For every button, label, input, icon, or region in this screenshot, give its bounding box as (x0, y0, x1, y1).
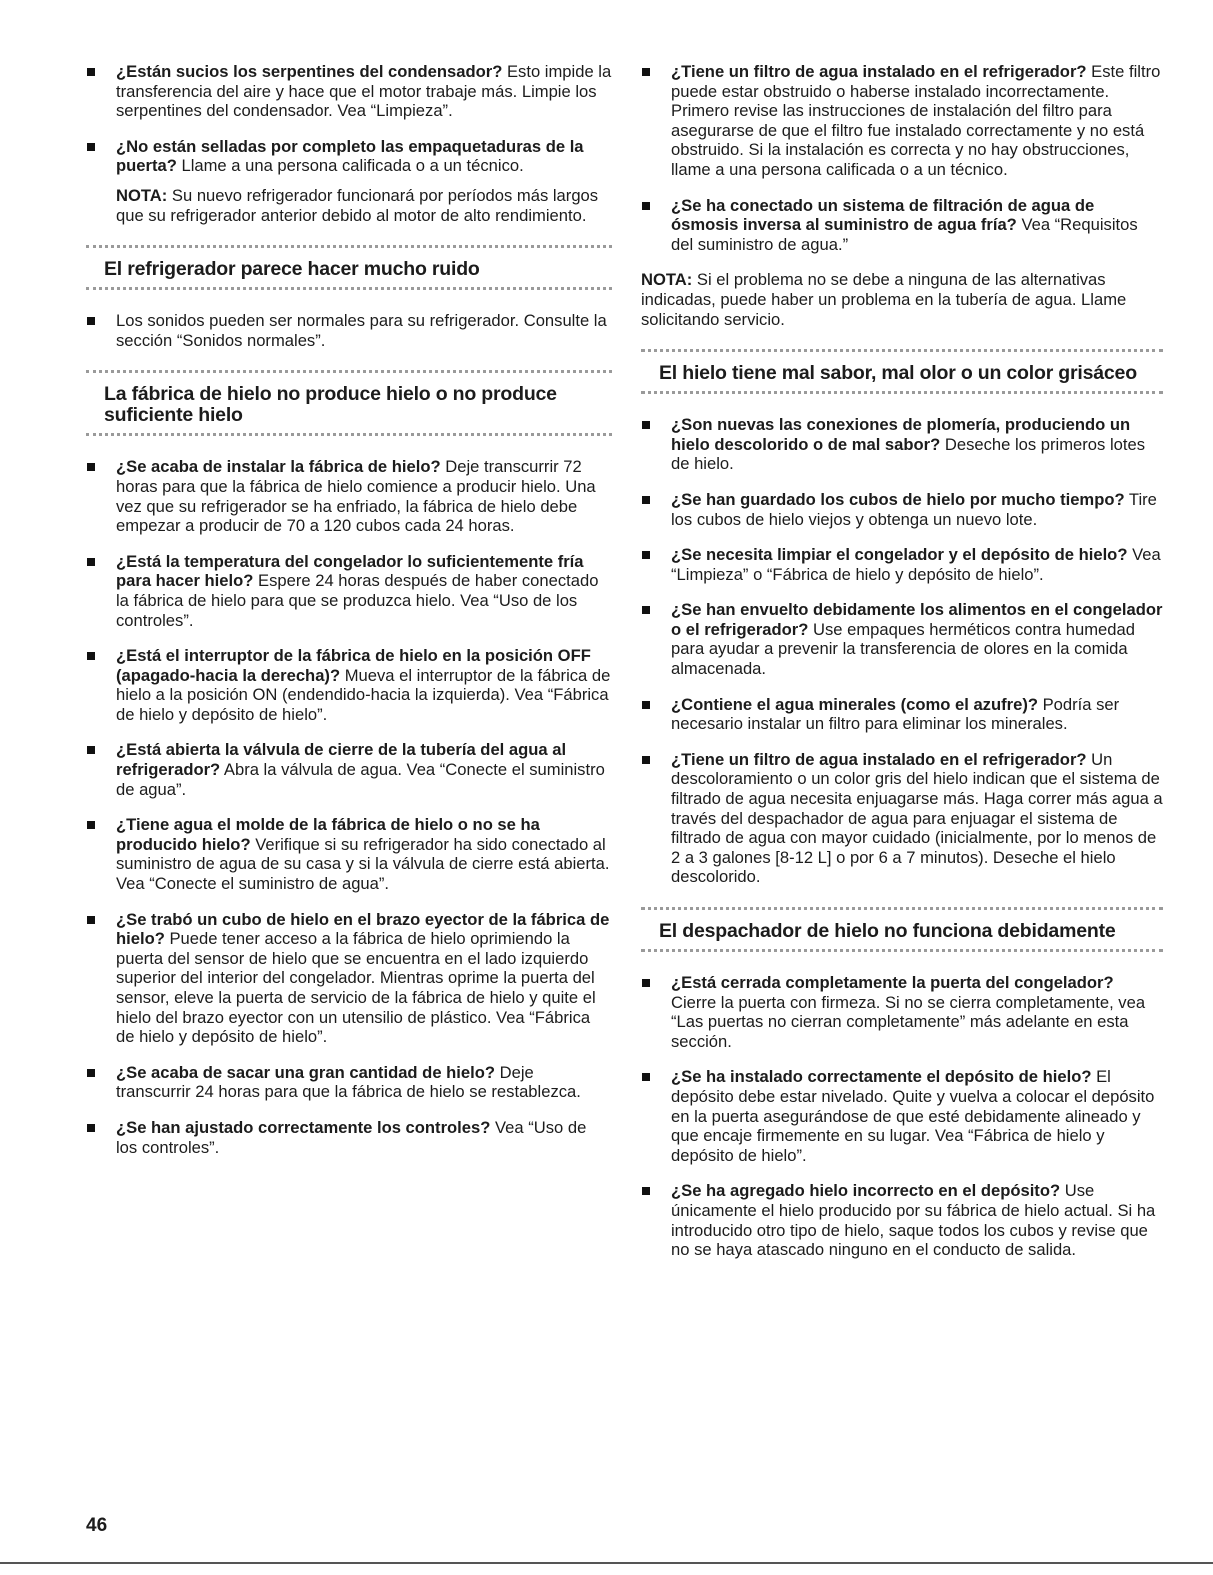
answer: Deje transcurrir 24 horas para que la fábrica de hielo se restablezca. (116, 1062, 581, 1102)
answer: Deje transcurrir 72 horas para que la fábrica de hielo comience a producir hielo. Una vez que su refrigerador se ha enfriado, la fábrica de hielo debe empezar a producir de 70 a 120 cubos cada 24 horas. (116, 457, 596, 536)
note-label: NOTA: (641, 270, 693, 290)
note (86, 186, 612, 225)
list-item (641, 62, 1163, 180)
bullet (87, 558, 95, 566)
question: ¿Está la temperatura del congelador lo suficientemente fría para hacer hielo? (116, 551, 584, 591)
question: ¿Se ha conectado un sistema de filtración de agua de ósmosis inversa al suministro de agua fría? (671, 195, 1095, 235)
question: ¿Se necesita limpiar el congelador y el depósito de hielo? (671, 545, 1128, 565)
list-item (86, 1063, 612, 1102)
bullet (642, 68, 650, 76)
bullet (642, 701, 650, 709)
bullet (642, 202, 650, 210)
answer: Use empaques herméticos contra humedad para ayudar a prevenir la transferencia de olores en la comida almacenada. (671, 619, 1135, 679)
bullet (87, 746, 95, 754)
answer: Puede tener acceso a la fábrica de hielo oprimiendo la puerta del sensor de hielo que se encuentra en el lado izquierdo superior del interior del congelador. Mientras oprime la puerta del sensor, eleve la puerta de servicio de la fábrica de hielo y quite el hielo del brazo eyector con un utensilio de plástico. Vea “Fábrica de hielo y depósito de hielo”. (116, 929, 596, 1047)
bullet (642, 979, 650, 987)
section-heading-block (86, 245, 612, 293)
bullet (642, 1073, 650, 1081)
bullet (642, 1187, 650, 1195)
bullet (87, 1124, 95, 1132)
list-item (86, 646, 612, 724)
answer: Llame a una persona calificada o a un técnico. (176, 156, 524, 176)
question: ¿Está el interruptor de la fábrica de hielo en la posición OFF (apagado-hacia la derecha)? (116, 646, 591, 685)
bullet (642, 606, 650, 614)
list-item (641, 1067, 1163, 1165)
bullet (87, 68, 95, 76)
section-heading-block (641, 349, 1163, 397)
bottom-rule (0, 1562, 1213, 1564)
section-heading: El hielo tiene mal sabor, mal olor o un color grisáceo (659, 362, 1137, 385)
list-item (641, 973, 1163, 1051)
note-label: NOTA: (116, 185, 168, 205)
bullet (642, 421, 650, 429)
answer: Tire los cubos de hielo viejos y obtenga un nuevo lote. (671, 489, 1157, 529)
list-item (641, 415, 1163, 474)
section-heading-block (86, 370, 612, 439)
question: ¿Se han ajustado correctamente los controles? (116, 1117, 491, 1137)
answer: El depósito debe estar nivelado. Quite y vuelva a colocar el depósito en la puerta asegurándose de que esté debidamente alineado y que encaje firmemente en su lugar. Vea “Fábrica de hielo y depósito de hielo”. (671, 1067, 1155, 1165)
answer: Este filtro puede estar obstruido o haberse instalado incorrectamente. Primero revise las instrucciones de instalación del filtro para asegurarse de que el filtro fue instalado correctamente y no está obstruido. Si la instalación es correcta y no hay obstrucciones, llame a una persona calificada o a un técnico. (671, 62, 1161, 179)
list-item (641, 196, 1163, 255)
section-heading-block (641, 907, 1163, 955)
list-item (641, 750, 1163, 887)
bullet (87, 463, 95, 471)
answer: Espere 24 horas después de haber conectado la fábrica de hielo para que se produzca hielo. Vea “Uso de los controles”. (116, 571, 599, 630)
question: ¿Tiene agua el molde de la fábrica de hielo o no se ha producido hielo? (116, 815, 540, 854)
question: ¿Se han guardado los cubos de hielo por mucho tiempo? (671, 489, 1125, 509)
question: ¿Se trabó un cubo de hielo en el brazo eyector de la fábrica de hielo? (116, 909, 610, 949)
question: ¿Se acaba de instalar la fábrica de hielo? (116, 457, 441, 477)
note-text: Su nuevo refrigerador funcionará por períodos más largos que su refrigerador anterior debido al motor de alto rendimiento. (116, 185, 599, 225)
answer: Use únicamente el hielo producido por su fábrica de hielo actual. Si ha introducido otro tipo de hielo, saque todos los cubos y revise que no se haya atascado ninguno en el conducto de salida. (671, 1181, 1156, 1260)
list-item (86, 1118, 612, 1157)
question: ¿Está abierta la válvula de cierre de la tubería del agua al refrigerador? (116, 740, 567, 780)
question: ¿Tiene un filtro de agua instalado en el refrigerador? (671, 62, 1087, 81)
bullet (87, 143, 95, 151)
answer: Cierre la puerta con firmeza. Si no se cierra completamente, vea “Las puertas no cierran completamente” más adelante en esta sección. (671, 992, 1146, 1051)
dotted-rule (86, 433, 612, 439)
answer: Podría ser necesario instalar un filtro para eliminar los minerales. (671, 694, 1120, 734)
answer: Mueva el interruptor de la fábrica de hielo a la posición ON (endendido-hacia la izquierda). Vea “Fábrica de hielo y depósito de hielo”. (116, 665, 611, 724)
question: ¿Se ha instalado correctamente el depósito de hielo? (671, 1067, 1092, 1087)
list-item (86, 910, 612, 1047)
list-item (641, 545, 1163, 584)
page-number: 46 (86, 1515, 108, 1536)
dotted-rule (641, 949, 1163, 955)
list-item (641, 600, 1163, 678)
answer: Vea “Uso de los controles”. (116, 1117, 587, 1157)
answer: Los sonidos pueden ser normales para su refrigerador. Consulte la sección “Sonidos normales”. (116, 311, 607, 350)
answer: Esto impide la transferencia del aire y hace que el motor trabaje más. Limpie los serpentines del condensador. Vea “Limpieza”. (116, 62, 612, 121)
bullet (87, 317, 95, 325)
list-item (86, 552, 612, 630)
list-item (641, 695, 1163, 734)
bullet (642, 496, 650, 504)
dotted-rule (641, 391, 1163, 397)
section-heading: El refrigerador parece hacer mucho ruido (104, 258, 480, 281)
answer: Vea “Requisitos del suministro de agua.” (671, 215, 1138, 254)
bullet (87, 916, 95, 924)
list-item (641, 1181, 1163, 1259)
question: ¿Está cerrada completamente la puerta del congelador? (671, 973, 1114, 992)
list-item (86, 137, 612, 176)
list-item (86, 62, 612, 121)
answer: Un descoloramiento o un color gris del hielo indican que el sistema de filtrado de agua necesita enjuagarse más. Haga correr más agua a través del despachador de agua para enjuagar el sistema de filtrado de agua con mayor cuidado (inicialmente, por lo menos de 2 a 3 galones [8-12 L] o por 6 a 7 minutos). Deseche el hielo descolorido. (671, 749, 1163, 887)
list-item (641, 490, 1163, 529)
answer: Abra la válvula de agua. Vea “Conecte el suministro de agua”. (116, 760, 605, 799)
question: ¿Contiene el agua minerales (como el azufre)? (671, 694, 1038, 714)
note (641, 270, 1163, 329)
question: ¿Tiene un filtro de agua instalado en el refrigerador? (671, 749, 1087, 769)
question: ¿Se han envuelto debidamente los alimentos en el congelador o el refrigerador? (671, 600, 1163, 639)
question: ¿Están sucios los serpentines del condensador? (116, 62, 503, 81)
question: ¿Se acaba de sacar una gran cantidad de hielo? (116, 1062, 496, 1082)
list-item (86, 740, 612, 799)
question: ¿Se ha agregado hielo incorrecto en el depósito? (671, 1181, 1061, 1201)
list-item (86, 457, 612, 535)
list-item (86, 311, 612, 350)
question: ¿No están selladas por completo las empaquetaduras de la puerta? (116, 136, 584, 176)
bullet (642, 756, 650, 764)
section-heading: La fábrica de hielo no produce hielo o no produce suficiente hielo (104, 383, 557, 427)
bullet (87, 652, 95, 660)
list-item (86, 815, 612, 893)
bullet (642, 551, 650, 559)
answer: Vea “Limpieza” o “Fábrica de hielo y depósito de hielo”. (671, 545, 1161, 584)
left-column (86, 62, 612, 1173)
question: ¿Son nuevas las conexiones de plomería, produciendo un hielo descolorido o de mal sabor? (671, 415, 1131, 454)
note-text: Si el problema no se debe a ninguna de las alternativas indicadas, puede haber un problema en la tubería de agua. Llame solicitando servicio. (641, 270, 1127, 329)
section-heading: El despachador de hielo no funciona debidamente (659, 920, 1116, 942)
answer: Verifique si su refrigerador ha sido conectado al suministro de agua de su casa y si la válvula de cierre está abierta. Vea “Conecte el suministro de agua”. (116, 834, 610, 894)
bullet (87, 1069, 95, 1077)
dotted-rule (86, 287, 612, 293)
answer: Deseche los primeros lotes de hielo. (671, 434, 1145, 474)
right-column (641, 62, 1163, 1276)
bullet (87, 821, 95, 829)
